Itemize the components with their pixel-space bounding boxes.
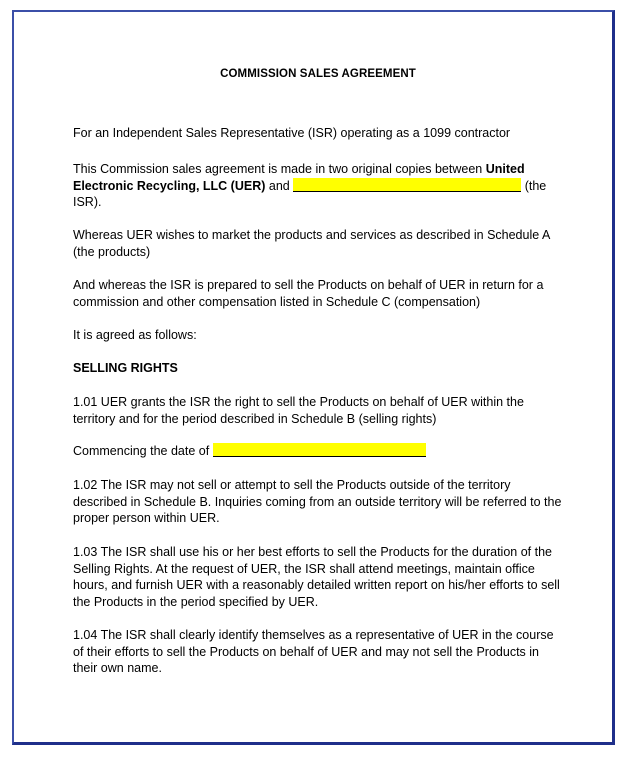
document-subtitle: For an Independent Sales Representative (ISR) operating as a 1099 contractor bbox=[73, 126, 511, 140]
clause-1-04: 1.04 The ISR shall clearly identify themselves as a representative of UER in the course of their efforts to sell the Products on behalf of UER and may not sell the Products in their own name. bbox=[73, 628, 554, 675]
intro-text-and: and bbox=[265, 178, 294, 193]
clause-1-01: 1.01 UER grants the ISR the right to sell the Products on behalf of UER within the territory and for the period described in Schedule B (selling rights) bbox=[73, 395, 524, 426]
isr-name-field[interactable] bbox=[293, 178, 521, 192]
section-heading-selling-rights: SELLING RIGHTS bbox=[73, 361, 178, 375]
party-name: United Electronic Recycling, LLC (UER) bbox=[73, 162, 525, 193]
clause-1-03: 1.03 The ISR shall use his or her best efforts to sell the Products for the duration of the Selling Rights. At the request of UER, the ISR shall attend meetings, maintain office hours, and furnish UER with a reasonably detailed written report on his/her efforts to sell the Products in the period specified by UER. bbox=[73, 545, 560, 609]
document-title: COMMISSION SALES AGREEMENT bbox=[220, 68, 416, 80]
commencing-date-field[interactable] bbox=[213, 443, 426, 457]
intro-text-before: This Commission sales agreement is made in two original copies between bbox=[73, 162, 486, 176]
whereas-paragraph-1: Whereas UER wishes to market the products and services as described in Schedule A (the products) bbox=[73, 228, 550, 259]
whereas-paragraph-2: And whereas the ISR is prepared to sell the Products on behalf of UER in return for a commission and other compensation listed in Schedule C (compensation) bbox=[73, 278, 544, 309]
intro-text-after: (the ISR). bbox=[73, 178, 547, 209]
agreed-paragraph: It is agreed as follows: bbox=[73, 328, 197, 342]
intro-paragraph bbox=[73, 161, 553, 211]
commencing-label: Commencing the date of bbox=[73, 444, 213, 458]
clause-1-02: 1.02 The ISR may not sell or attempt to sell the Products outside of the territory described in Schedule B. Inquiries coming from an outside territory will be referred to the proper person within UER. bbox=[73, 478, 562, 525]
commencing-line bbox=[73, 443, 563, 460]
